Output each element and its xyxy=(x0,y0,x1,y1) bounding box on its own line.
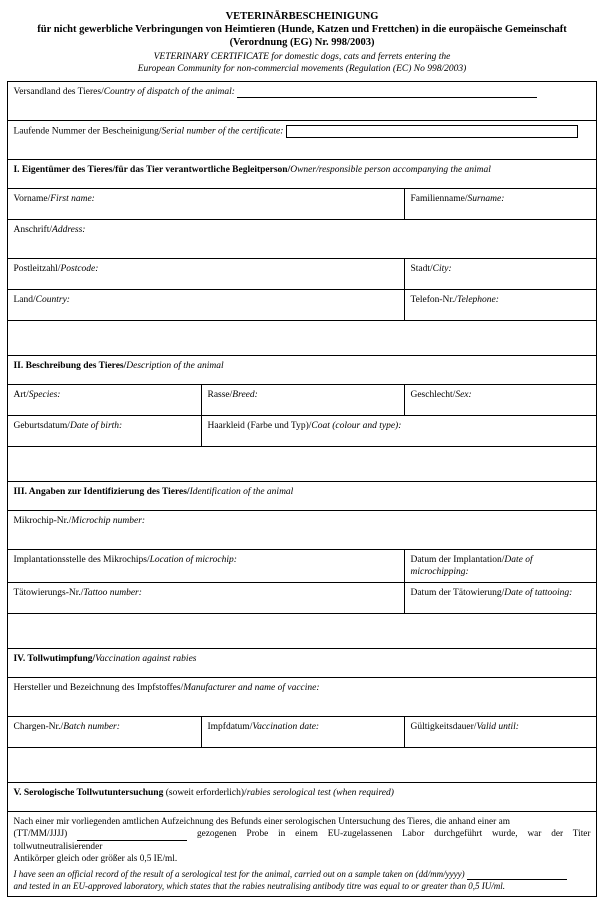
serology-en-part-2: and tested in an EU-approved laboratory, which states that the rabies neutralising antibody titre was equal to or greater than 0,5 IU/ml. xyxy=(13,880,505,891)
section-5-title-en: rabies serological test (when required) xyxy=(246,788,394,798)
section-1-title-en: Owner/responsible person accompanying the animal xyxy=(290,165,491,175)
field-telephone[interactable] xyxy=(405,290,596,321)
field-coat[interactable] xyxy=(202,416,596,447)
row-batch-vaccdate-valid xyxy=(8,717,596,748)
tattoo-date-label-en: Date of tattooing: xyxy=(504,588,573,598)
species-label: Art/ xyxy=(13,390,29,400)
section-2-title-de: II. Beschreibung des Tieres/ xyxy=(13,361,127,371)
document-header xyxy=(6,8,598,81)
first-name-label-en: First name: xyxy=(50,194,95,204)
row-species-breed-sex xyxy=(8,385,596,416)
vaccination-date-label-en: Vaccination date: xyxy=(252,722,320,732)
field-vaccination-date[interactable] xyxy=(202,717,405,748)
first-name-label: Vorname/ xyxy=(13,194,51,204)
valid-until-label: Gültigkeitsdauer/ xyxy=(410,722,477,732)
vaccine-manufacturer-label-en: Manufacturer and name of vaccine: xyxy=(183,683,320,693)
field-species[interactable] xyxy=(8,385,202,416)
row-country-of-dispatch xyxy=(8,82,596,121)
date-of-birth-label: Geburtsdatum/ xyxy=(13,421,70,431)
serology-de-part-2: gezogenen Probe in einem EU-zugelassenen Labor durchgeführt wurde, war der Titer tollwutneutralisierender xyxy=(13,829,591,852)
row-section-3-title xyxy=(8,482,596,511)
breed-label: Rasse/ xyxy=(207,390,233,400)
field-tattoo-date[interactable] xyxy=(405,583,596,614)
microchip-number-label: Mikrochip-Nr./ xyxy=(13,516,72,526)
surname-label-en: Surname: xyxy=(467,194,505,204)
row-section-2-title xyxy=(8,356,596,385)
breed-label-en: Breed: xyxy=(232,390,258,400)
section-3-title xyxy=(8,482,596,511)
row-postcode-city xyxy=(8,259,596,290)
serology-de-date-format: (TT/MM/JJJJ) xyxy=(13,829,68,840)
city-label: Stadt/ xyxy=(410,264,433,274)
batch-number-label: Chargen-Nr./ xyxy=(13,722,64,732)
vaccination-date-label: Impfdatum/ xyxy=(207,722,253,732)
row-name xyxy=(8,189,596,220)
postcode-label-en: Postcode: xyxy=(60,264,99,274)
row-microchip-location xyxy=(8,550,596,583)
row-section-4-title xyxy=(8,649,596,678)
section-1-blank-space xyxy=(8,321,596,356)
field-first-name[interactable] xyxy=(8,189,405,220)
field-surname[interactable] xyxy=(405,189,596,220)
section-4-title-en: Vaccination against rabies xyxy=(95,654,197,664)
field-address[interactable] xyxy=(8,220,596,259)
field-date-of-birth[interactable] xyxy=(8,416,202,447)
serology-de-part-1: Nach einer mir vorliegenden amtlichen Aufzeichnung des Befunds einer serologischen Untersuchung des Tieres, die anhand einer am xyxy=(13,817,510,827)
serology-paragraph-en xyxy=(13,868,590,892)
field-serology-statement[interactable] xyxy=(8,812,596,897)
field-breed[interactable] xyxy=(202,385,405,416)
country-of-dispatch-label-en: Country of dispatch of the animal: xyxy=(103,87,235,97)
section-2-title-en: Description of the animal xyxy=(126,361,224,371)
field-microchip-number[interactable] xyxy=(8,511,596,550)
row-tattoo xyxy=(8,583,596,614)
tattoo-number-label: Tätowierungs-Nr./ xyxy=(13,588,84,598)
header-line-1: VETERINÄRBESCHEINIGUNG xyxy=(225,11,379,22)
tattoo-date-label: Datum der Tätowierung/ xyxy=(410,588,505,598)
row-dob-coat xyxy=(8,416,596,447)
serology-en-part-1: I have seen an official record of the result of a serological test for the animal, carried out on a sample taken on (dd/mm/yyyy) xyxy=(13,868,465,879)
microchip-location-label-en: Location of microchip: xyxy=(149,555,237,565)
microchip-date-label-en: Date of microchipping: xyxy=(410,555,533,577)
sex-label: Geschlecht/ xyxy=(410,390,456,400)
vaccine-manufacturer-label: Hersteller und Bezeichnung des Impfstoffes/ xyxy=(13,683,184,693)
section-4-title xyxy=(8,649,596,678)
row-serial-number xyxy=(8,121,596,160)
address-label: Anschrift/ xyxy=(13,225,53,235)
microchip-date-label: Datum der Implantation/ xyxy=(410,555,505,565)
field-batch-number[interactable] xyxy=(8,717,202,748)
batch-number-label-en: Batch number: xyxy=(63,722,120,732)
country-of-dispatch-label: Versandland des Tieres/ xyxy=(13,87,104,97)
field-tattoo-number[interactable] xyxy=(8,583,405,614)
row-microchip-number xyxy=(8,511,596,550)
field-postcode[interactable] xyxy=(8,259,405,290)
section-5-title-de: V. Serologische Tollwutuntersuchung xyxy=(13,788,164,798)
row-country-telephone xyxy=(8,290,596,321)
country-label-en: Country: xyxy=(35,295,70,305)
field-valid-until[interactable] xyxy=(405,717,596,748)
section-3-title-de: III. Angaben zur Identifizierung des Tieres/ xyxy=(13,487,190,497)
field-microchip-date[interactable] xyxy=(405,550,596,583)
surname-label: Familienname/ xyxy=(410,194,468,204)
section-5-title xyxy=(8,783,596,812)
field-microchip-location[interactable] xyxy=(8,550,405,583)
section-1-title-de: I. Eigentümer des Tieres/für das Tier verantwortliche Begleitperson/ xyxy=(13,165,291,175)
section-3-title-en: Identification of the animal xyxy=(189,487,294,497)
field-sex[interactable] xyxy=(405,385,596,416)
section-3-blank-space xyxy=(8,614,596,649)
field-serial-number[interactable] xyxy=(8,121,596,160)
row-section-1-title xyxy=(8,160,596,189)
certificate-table xyxy=(7,81,596,897)
serology-de-part-3: Antikörper gleich oder größer als 0,5 IE/ml. xyxy=(13,854,178,865)
serology-paragraph-de xyxy=(13,816,590,866)
row-serology-statement xyxy=(8,812,596,897)
serology-sample-date-input-en[interactable] xyxy=(467,868,567,880)
date-of-birth-label-en: Date of birth: xyxy=(69,421,123,431)
tattoo-number-label-en: Tattoo number: xyxy=(83,588,142,598)
valid-until-label-en: Valid until: xyxy=(476,722,519,732)
row-address xyxy=(8,220,596,259)
coat-label: Haarkleid (Farbe und Typ)/ xyxy=(207,421,312,431)
city-label-en: City: xyxy=(432,264,452,274)
section-1-title xyxy=(8,160,596,189)
postcode-label: Postleitzahl/ xyxy=(13,264,61,274)
coat-label-en: Coat (colour and type): xyxy=(311,421,402,431)
country-of-dispatch-input[interactable] xyxy=(237,86,537,98)
section-2-title xyxy=(8,356,596,385)
serial-number-label: Laufende Nummer der Bescheinigung/ xyxy=(13,126,162,137)
header-line-3: (Verordnung (EG) Nr. 998/2003) xyxy=(229,37,375,48)
country-label: Land/ xyxy=(13,295,36,305)
header-line-4: VETERINARY CERTIFICATE for domestic dogs, cats and ferrets entering the xyxy=(153,52,451,62)
header-line-2: für nicht gewerbliche Verbringungen von Heimtieren (Hunde, Katzen und Frettchen) in die europäische Gemeinschaft xyxy=(37,24,567,35)
row-section-1-spacer xyxy=(8,321,596,356)
telephone-label: Telefon-Nr./ xyxy=(410,295,458,305)
header-line-5: European Community for non-commercial movements (Regulation (EC) No 998/2003) xyxy=(137,64,467,74)
serial-number-input[interactable] xyxy=(286,125,578,138)
row-section-4-spacer xyxy=(8,748,596,783)
section-2-blank-space xyxy=(8,447,596,482)
field-city[interactable] xyxy=(405,259,596,290)
section-4-title-de: IV. Tollwutimpfung/ xyxy=(13,654,96,664)
row-section-2-spacer xyxy=(8,447,596,482)
field-country[interactable] xyxy=(8,290,405,321)
serial-number-label-en: Serial number of the certificate: xyxy=(161,126,284,137)
microchip-location-label: Implantationsstelle des Mikrochips/ xyxy=(13,555,150,565)
address-label-en: Address: xyxy=(52,225,86,235)
species-label-en: Species: xyxy=(28,390,61,400)
field-vaccine-manufacturer[interactable] xyxy=(8,678,596,717)
serology-sample-date-input[interactable] xyxy=(77,829,187,841)
microchip-number-label-en: Microchip number: xyxy=(71,516,146,526)
telephone-label-en: Telephone: xyxy=(457,295,499,305)
field-country-of-dispatch[interactable] xyxy=(8,82,596,121)
row-section-5-title xyxy=(8,783,596,812)
section-4-blank-space xyxy=(8,748,596,783)
row-vaccine-manufacturer xyxy=(8,678,596,717)
row-section-3-spacer xyxy=(8,614,596,649)
section-5-title-de-rest: (soweit erforderlich)/ xyxy=(163,788,247,798)
sex-label-en: Sex: xyxy=(455,390,472,400)
